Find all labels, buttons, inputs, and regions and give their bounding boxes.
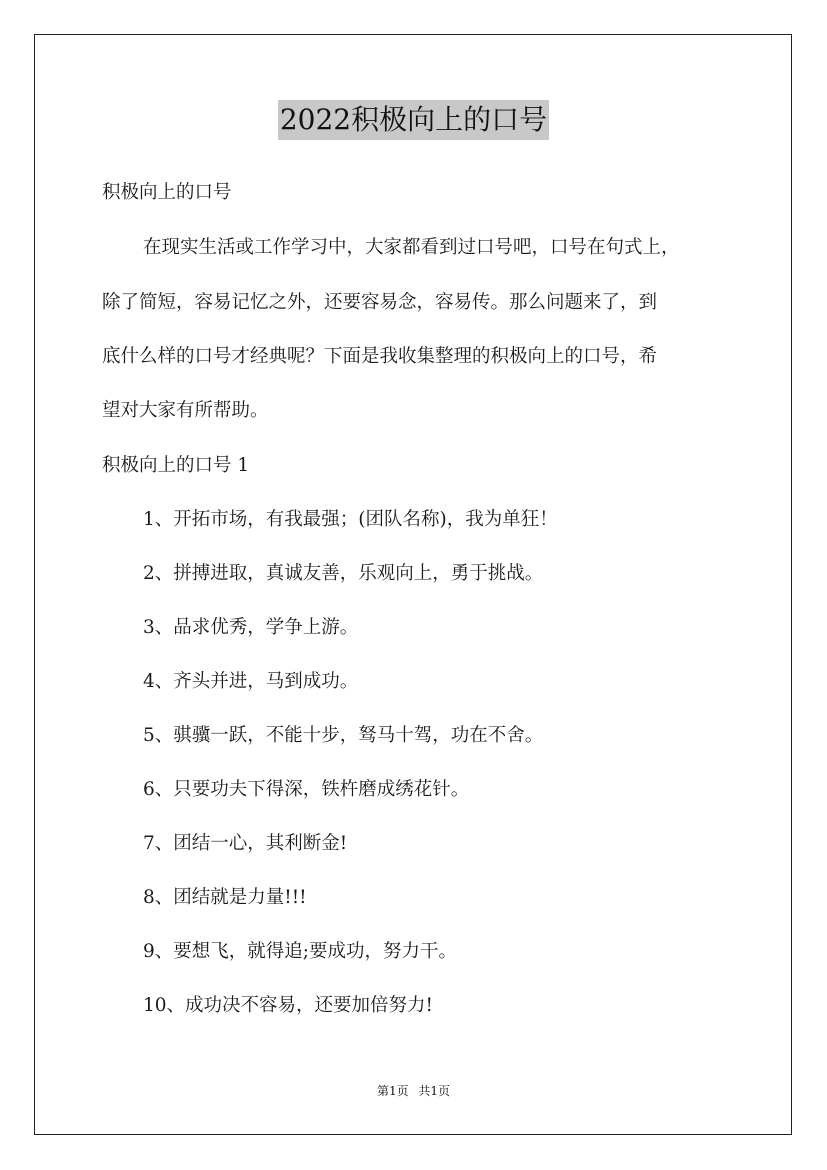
list-item: 3、品求优秀，学争上游。 [143, 617, 359, 638]
document-subtitle: 积极向上的口号 [102, 182, 232, 203]
intro-line-2: 除了简短，容易记忆之外，还要容易念，容易传。那么问题来了，到 [102, 292, 658, 313]
page-footer [0, 1083, 827, 1099]
intro-line-1: 在现实生活或工作学习中，大家都看到过口号吧，口号在句式上， [143, 237, 680, 258]
list-item: 1、开拓市场，有我最强；(团队名称)，我为单狂！ [143, 509, 558, 530]
document-title: 2022积极向上的口号 [278, 100, 549, 140]
title-container [0, 100, 827, 140]
list-item: 10、成功决不容易，还要加倍努力! [143, 995, 433, 1016]
list-item: 8、团结就是力量!!! [143, 887, 307, 908]
list-item: 4、齐头并进，马到成功。 [143, 671, 359, 692]
list-item: 5、骐骥一跃，不能十步，驽马十驾，功在不舍。 [143, 725, 544, 746]
list-item: 9、要想飞，就得追;要成功，努力干。 [143, 941, 458, 962]
page-number-total: 共1页 [418, 1084, 451, 1098]
page-number-current: 第1页 [376, 1084, 409, 1098]
list-item: 7、团结一心，其利断金! [143, 833, 348, 854]
list-item: 2、拼搏进取，真诚友善，乐观向上，勇于挑战。 [143, 563, 544, 584]
intro-line-4: 望对大家有所帮助。 [102, 400, 269, 421]
section-heading: 积极向上的口号 1 [102, 455, 250, 476]
intro-line-3: 底什么样的口号才经典呢？下面是我收集整理的积极向上的口号，希 [102, 346, 658, 367]
list-item: 6、只要功夫下得深，铁杵磨成绣花针。 [143, 779, 470, 800]
